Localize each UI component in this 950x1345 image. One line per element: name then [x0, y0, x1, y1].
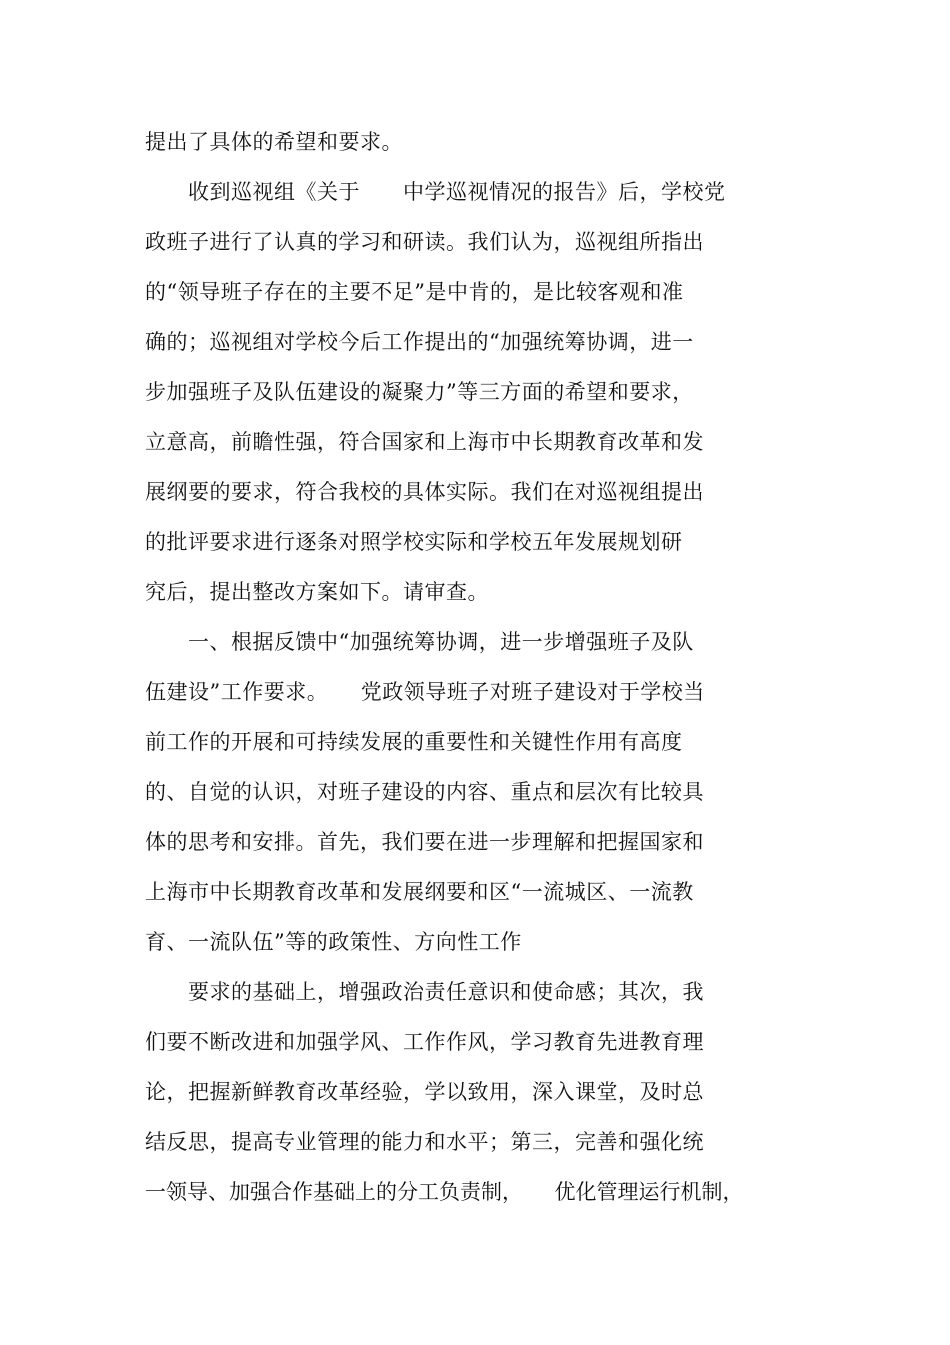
text-line: 前工作的开展和可持续发展的重要性和关键性作用有高度 [145, 730, 683, 754]
text-line: 确的；巡视组对学校今后工作提出的“加强统筹协调，进一 [145, 330, 694, 354]
text-line: 收到巡视组《关于 中学巡视情况的报告》后，学校党 [145, 180, 726, 204]
text-line: 的、自觉的认识，对班子建设的内容、重点和层次有比较具 [145, 780, 704, 804]
text-line: 的批评要求进行逐条对照学校实际和学校五年发展规划研 [145, 530, 683, 554]
text-line: 育、一流队伍”等的政策性、方向性工作 [145, 930, 522, 954]
text-line: 论，把握新鲜教育改革经验，学以致用，深入课堂，及时总 [145, 1080, 704, 1104]
text-line: 一领导、加强合作基础上的分工负责制， 优化管理运行机制， [145, 1180, 744, 1204]
text-line: 提出了具体的希望和要求。 [145, 130, 403, 154]
text-line: 步加强班子及队伍建设的凝聚力”等三方面的希望和要求， [145, 380, 694, 404]
text-line: 政班子进行了认真的学习和研读。我们认为，巡视组所指出 [145, 230, 704, 254]
text-line: 要求的基础上，增强政治责任意识和使命感；其次，我 [145, 980, 704, 1004]
text-line: 一、根据反馈中“加强统筹协调，进一步增强班子及队 [145, 630, 694, 654]
text-line: 结反思，提高专业管理的能力和水平；第三，完善和强化统 [145, 1130, 704, 1154]
text-line: 上海市中长期教育改革和发展纲要和区“一流城区、一流教 [145, 880, 694, 904]
text-line: 展纲要的要求，符合我校的具体实际。我们在对巡视组提出 [145, 480, 704, 504]
text-line: 立意高，前瞻性强，符合国家和上海市中长期教育改革和发 [145, 430, 704, 454]
text-line: 的“领导班子存在的主要不足”是中肯的，是比较客观和准 [145, 280, 684, 304]
text-line: 究后，提出整改方案如下。请审查。 [145, 580, 489, 604]
text-line: 们要不断改进和加强学风、工作作风，学习教育先进教育理 [145, 1030, 704, 1054]
text-line: 伍建设”工作要求。 党政领导班子对班子建设对于学校当 [145, 680, 705, 704]
text-line: 体的思考和安排。首先，我们要在进一步理解和把握国家和 [145, 830, 704, 854]
